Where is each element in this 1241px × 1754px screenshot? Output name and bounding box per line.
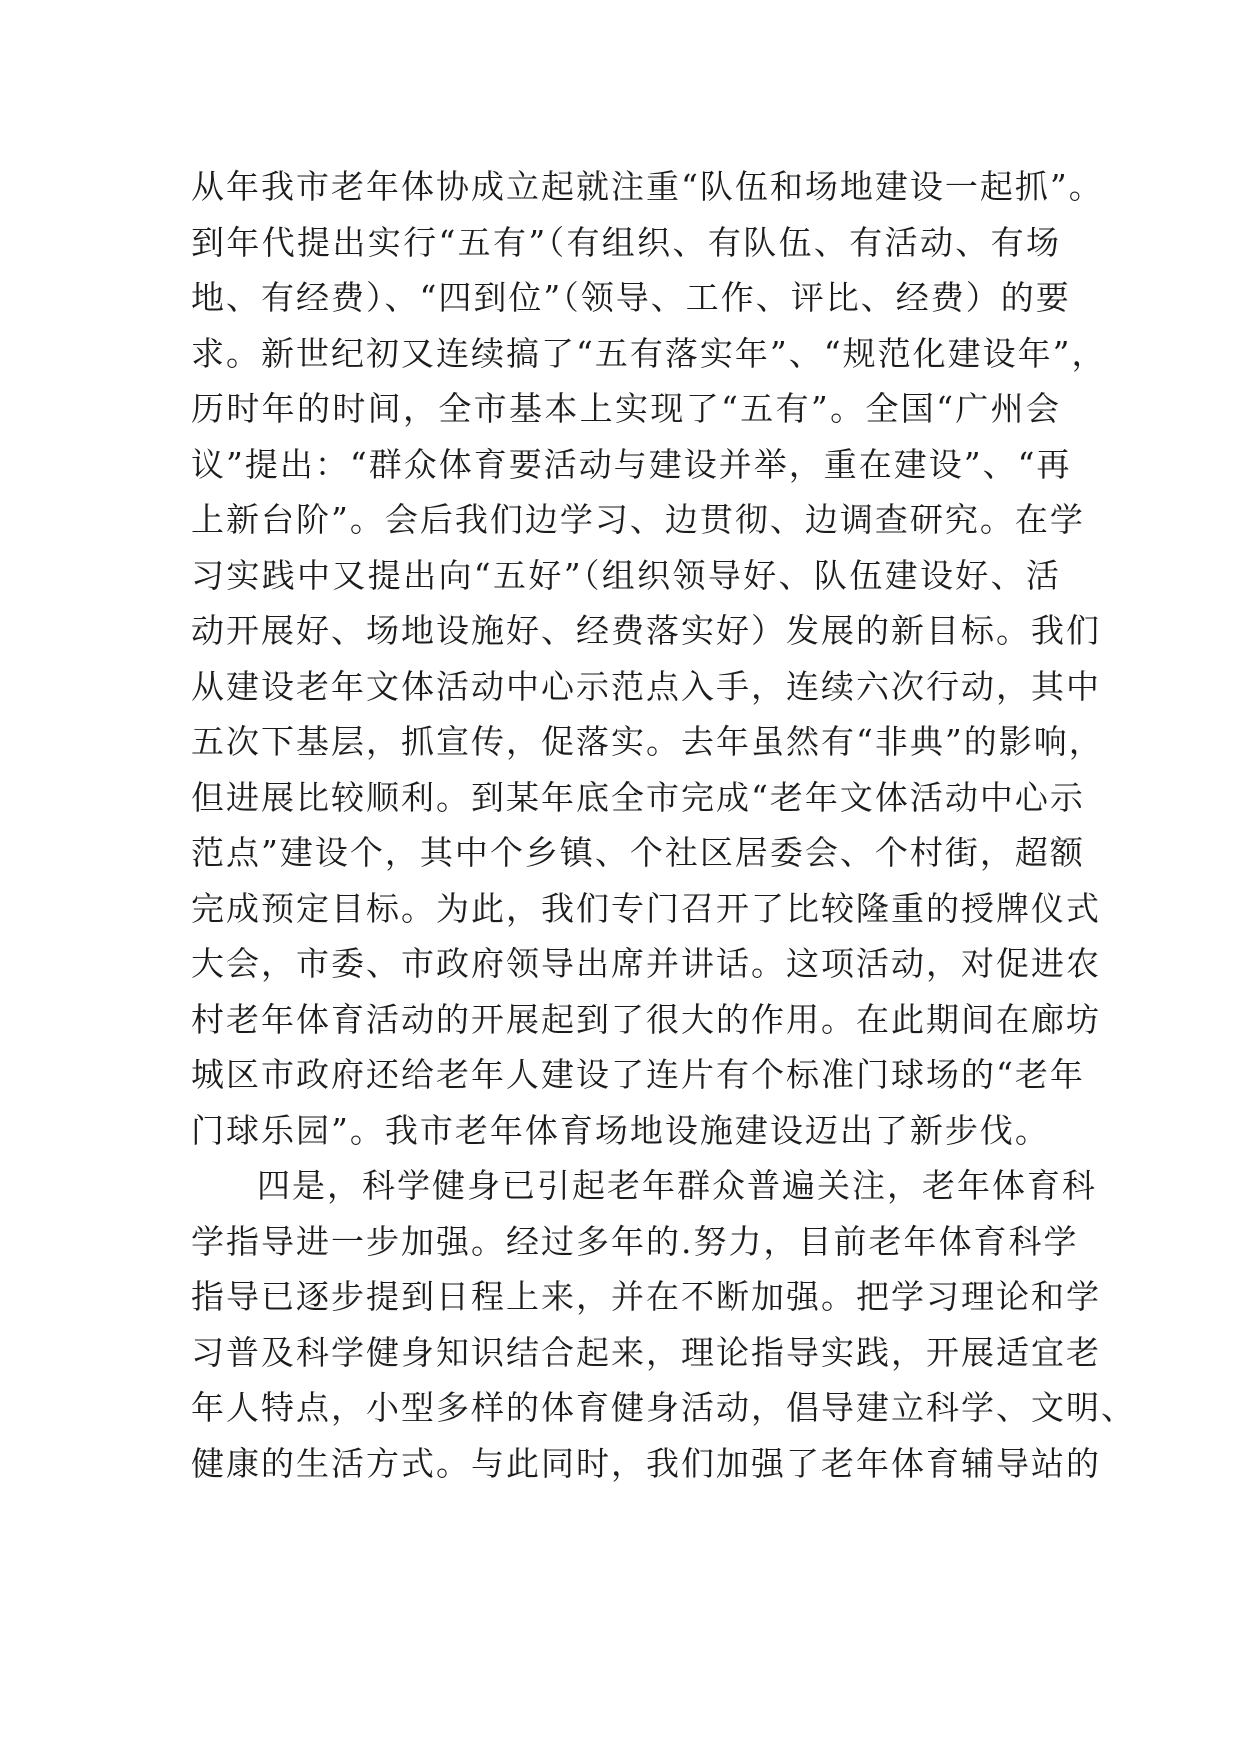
paragraph-end-line: 门球乐园”。我市老年体育场地设施建设迈出了新步伐。 bbox=[191, 1110, 1050, 1150]
text-line: 习普及科学健身知识结合起来，理论指导实践，开展适宜老 bbox=[191, 1332, 1101, 1372]
text-line: 习实践中又提出向“五好”（组织领导好、队伍建设好、活 bbox=[191, 555, 1061, 595]
text-line: 健康的生活方式。与此同时，我们加强了老年体育辅导站的 bbox=[191, 1443, 1101, 1483]
text-line: 年人特点，小型多样的体育健身活动，倡导建立科学、文明、 bbox=[191, 1388, 1136, 1427]
text-line: 村老年体育活动的开展起到了很大的作用。在此期间在廊坊 bbox=[191, 999, 1101, 1039]
text-line: 城区市政府还给老年人建设了连片有个标准门球场的“老年 bbox=[191, 1055, 1085, 1094]
text-line: 地、有经费）、“四到位”（领导、工作、评比、经费）的要 bbox=[191, 278, 1071, 317]
text-line: 议”提出：“群众体育要活动与建设并举，重在建设”、“再 bbox=[191, 444, 1072, 484]
text-line: 从建设老年文体活动中心示范点入手，连续六次行动，其中 bbox=[191, 666, 1101, 706]
text-line: 五次下基层，抓宣传，促落实。去年虽然有“非典”的影响， bbox=[191, 722, 1104, 761]
text-line: 学指导进一步加强。经过多年的.努力，目前老年体育科学 bbox=[191, 1221, 1079, 1261]
text-line: 从年我市老年体协成立起就注重“队伍和场地建设一起抓”。 bbox=[191, 167, 1104, 206]
text-line: 完成预定目标。为此，我们专门召开了比较隆重的授牌仪式 bbox=[191, 888, 1101, 928]
text-line: 到年代提出实行“五有”（有组织、有队伍、有活动、有场 bbox=[191, 222, 1061, 262]
text-line: 历时年的时间，全市基本上实现了“五有”。全国“广州会 bbox=[191, 389, 1061, 428]
text-line: 求。新世纪初又连续搞了“五有落实年”、“规范化建设年”， bbox=[191, 333, 1107, 373]
text-line: 指导已逐步提到日程上来，并在不断加强。把学习理论和学 bbox=[191, 1277, 1101, 1316]
text-line: 动开展好、场地设施好、经费落实好）发展的新目标。我们 bbox=[191, 611, 1101, 650]
text-line: 大会，市委、市政府领导出席并讲话。这项活动，对促进农 bbox=[191, 944, 1101, 983]
paragraph-start-line: 四是，科学健身已引起老年群众普遍关注，老年体育科 bbox=[257, 1166, 1097, 1205]
body-text bbox=[191, 159, 1136, 1491]
text-line: 但进展比较顺利。到某年底全市完成“老年文体活动中心示 bbox=[191, 777, 1085, 817]
text-line: 范点”建设个，其中个乡镇、个社区居委会、个村街，超额 bbox=[191, 833, 1085, 872]
text-line: 上新台阶”。会后我们边学习、边贯彻、边调查研究。在学 bbox=[191, 500, 1085, 539]
